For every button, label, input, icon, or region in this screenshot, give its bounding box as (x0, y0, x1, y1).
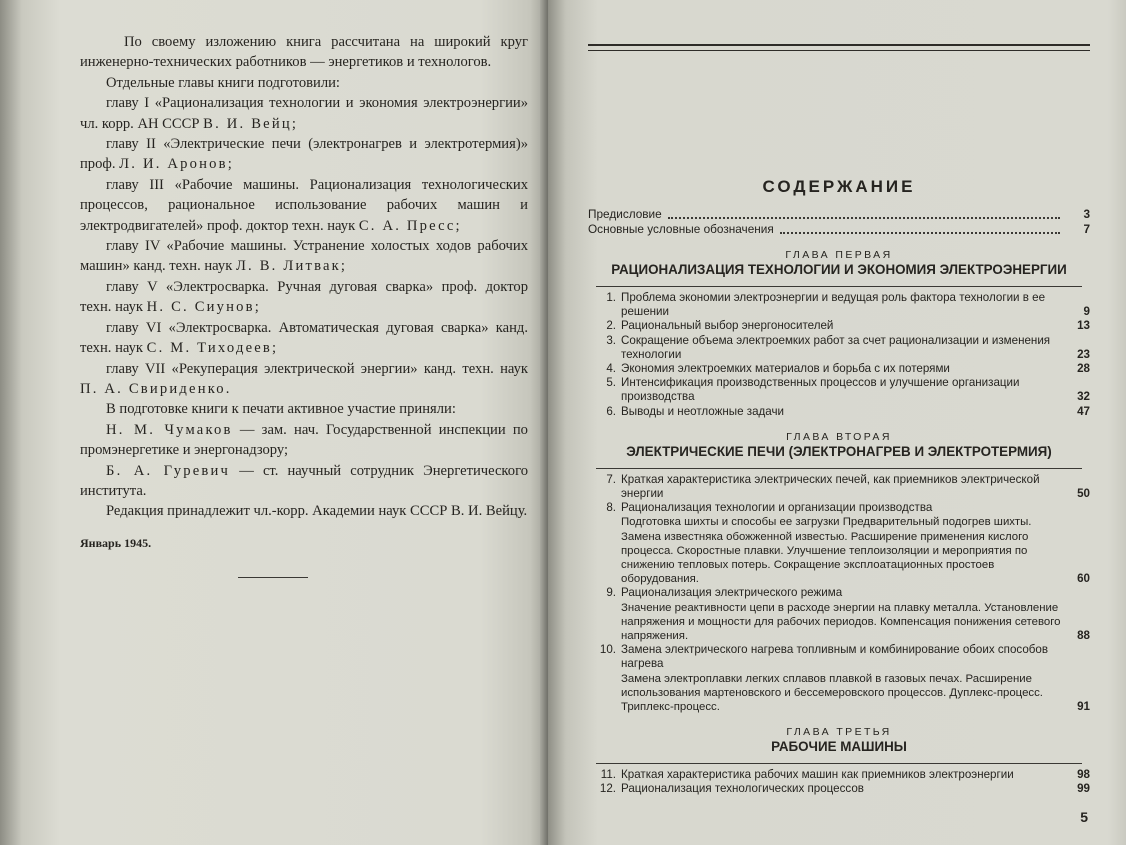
toc-item-body (621, 334, 1062, 362)
toc-item (588, 586, 1090, 643)
author-chapter-6: главу VI «Электросварка. Автоматическая дуговая сварка» канд. техн. наук С. М. Тиходеев; (80, 319, 528, 357)
toc-item-body (621, 291, 1062, 319)
chapter-3-rule (596, 763, 1082, 764)
author-chapter-3: главу III «Рабочие машины. Рационализация технологических процессов, рациональное использование рабочих машин и электродвигателей» проф. доктор техн. наук С. А. Пресс; (80, 176, 528, 234)
toc-item-page: 13 (1077, 319, 1090, 333)
toc-entry-text: Предисловие (588, 207, 662, 221)
toc-item-number: 11. (600, 768, 616, 782)
toc-item (588, 376, 1090, 404)
toc-item (588, 319, 1090, 333)
end-rule (238, 577, 308, 578)
toc-item-body (621, 376, 1062, 404)
author-chapter-4: главу IV «Рабочие машины. Устранение холостых ходов рабочих машин» канд. техн. наук Л. В. Литвак; (80, 238, 528, 275)
toc-item-number: 1. (606, 291, 616, 304)
chapter-3-list (588, 768, 1090, 796)
toc-item-number: 4. (606, 362, 616, 376)
toc-item-body (621, 473, 1062, 501)
chapter-1-label: ГЛАВА ПЕРВАЯ (785, 249, 893, 261)
toc-item-page: 50 (1077, 487, 1090, 501)
toc-item (588, 782, 1090, 796)
toc-item (588, 501, 1090, 586)
toc-item-page: 60 (1077, 572, 1090, 586)
toc-item-page: 47 (1077, 404, 1090, 418)
right-page (548, 0, 1126, 845)
toc-entry (588, 222, 1090, 237)
toc-item-page: 98 (1077, 768, 1090, 782)
toc-item-text: Краткая характеристика рабочих машин как приемников электроэнергии (621, 768, 1014, 782)
toc-item-number: 12. (599, 782, 616, 796)
toc-item-body (621, 586, 1062, 643)
toc-item-text: Рационализация технологии и организации производства (621, 501, 933, 515)
toc-item-number: 3. (606, 333, 616, 347)
chapter-3-label: ГЛАВА ТРЕТЬЯ (786, 726, 892, 739)
page-number: 5 (1080, 809, 1088, 825)
toc-item (588, 643, 1090, 714)
chapter-2-rule (596, 468, 1082, 469)
toc-item-number: 7. (606, 472, 616, 486)
toc-item-page: 88 (1077, 629, 1090, 643)
toc-item-subtopics: Значение реактивности цепи в расходе энергии на плавку металла. Установление напряжения и мощности для рабочих периодов. Компенсация понижения сетевого напряжения. (621, 601, 1061, 643)
toc-item-text: Интенсификация производственных процессов и улучшение организации производства (621, 376, 1020, 404)
toc-item-page: 91 (1077, 700, 1090, 714)
toc-entry-page: 3 (1083, 207, 1090, 221)
chapter-3-title: РАБОЧИЕ МАШИНЫ (771, 739, 907, 755)
toc-item-subtopics: Подготовка шихты и способы ее загрузки Предварительный подогрев шихты. Замена известняка обожженной известью. Расширение применения кислого процесса. Скоростные плавки. Улучшение теплоизоляции и мероприятия по снижению тепловых потерь. Сокращение эксплоатационных простоев оборудования. (621, 516, 1032, 586)
toc-title: СОДЕРЖАНИЕ (762, 177, 916, 196)
chapter-1-title: РАЦИОНАЛИЗАЦИЯ ТЕХНОЛОГИИ И ЭКОНОМИЯ ЭЛЕКТРОЭНЕРГИИ (611, 262, 1067, 277)
leader-dots (780, 232, 1060, 234)
toc-item-text: Рациональный выбор энергоносителей (621, 319, 834, 333)
front-matter-list (588, 207, 1090, 237)
author-chapter-1: главу I «Рационализация технологии и экономия электроэнергии» чл. корр. АН СССР В. И. Вейц; (80, 95, 528, 132)
toc-item-text: Проблема экономии электроэнергии и ведущая роль фактора технологии в ее решении (621, 291, 1046, 319)
chapter-1-list (588, 291, 1090, 419)
chapter-2-title: ЭЛЕКТРИЧЕСКИЕ ПЕЧИ (ЭЛЕКТРОНАГРЕВ И ЭЛЕКТРОТЕРМИЯ) (626, 443, 1052, 459)
toc-item-text: Сокращение объема электроемких работ за счет рационализации и изменения технологии (621, 333, 1051, 361)
toc-item-page: 23 (1077, 347, 1090, 361)
toc-item-body (621, 501, 1062, 586)
toc-entry-text: Основные условные обозначения (588, 222, 774, 236)
intro-paragraph: По своему изложению книга рассчитана на широкий круг инженерно-технических работников — энергетиков и технологов. (80, 34, 528, 71)
toc-item-text: Выводы и неотложные задачи (621, 404, 785, 418)
toc-item-text: Краткая характеристика электрических печей, как приемников электрической энергии (621, 472, 1040, 501)
toc-item-number: 6. (606, 404, 616, 418)
toc-item-body (621, 782, 1062, 796)
authors-heading: Отдельные главы книги подготовили: (106, 74, 340, 91)
toc-item (588, 405, 1090, 419)
date-line: Январь 1945. (80, 535, 152, 550)
chapter-1-rule (596, 286, 1082, 287)
toc-item-text: Рационализация электрического режима (621, 586, 843, 600)
toc-item-body (621, 768, 1062, 782)
toc-item-subtopics: Замена электроплавки легких сплавов плавкой в газовых печах. Расширение использования мартеновского и бессемеровского процессов. Дуплекс-процесс. Триплекс-процесс. (621, 672, 1043, 714)
author-chapter-2: главу II «Электрические печи (электронагрев и электротермия)» проф. Л. И. Аронов; (80, 136, 528, 173)
contributor-gurevich: Б. А. Гуревич — ст. научный сотрудник Энергетического института. (80, 462, 529, 499)
toc-item-text: Замена электрического нагрева топливным и комбинирование обоих способов нагрева (621, 643, 1049, 671)
toc-entry (588, 207, 1090, 222)
toc-item-page: 32 (1077, 390, 1090, 404)
author-chapter-7: главу VII «Рекуперация электрической энергии» канд. техн. наук П. А. Свириденко. (80, 360, 528, 397)
toc-item-number: 9. (606, 586, 616, 600)
toc-item-page: 99 (1077, 782, 1090, 796)
editor-note: Редакция принадлежит чл.-корр. Академии наук СССР В. И. Вейцу. (106, 503, 528, 520)
contributors-heading: В подготовке книги к печати активное участие приняли: (106, 401, 456, 418)
toc-item (588, 334, 1090, 362)
toc-item-number: 2. (606, 319, 616, 333)
toc-item-body (621, 643, 1062, 714)
chapter-2-list (588, 473, 1090, 714)
toc-entry-page: 7 (1083, 222, 1090, 236)
chapter-2-label: ГЛАВА ВТОРАЯ (786, 430, 892, 443)
toc-item (588, 473, 1090, 501)
toc-item (588, 362, 1090, 376)
toc-item-number: 5. (606, 376, 616, 390)
toc-item-number: 10. (599, 643, 616, 657)
contributor-chumakov: Н. М. Чумаков — зам. нач. Государственной инспекции по промэнергетике и энергонадзору; (80, 421, 528, 459)
toc-item-text: Рационализация технологических процессов (621, 782, 864, 796)
toc-item-number: 8. (606, 501, 616, 515)
author-chapter-5: главу V «Электросварка. Ручная дуговая сварка» проф. доктор техн. наук Н. С. Сиунов; (80, 278, 528, 316)
toc-item-body (621, 319, 1062, 333)
leader-dots (668, 217, 1060, 219)
toc-item (588, 291, 1090, 319)
toc-item-body (621, 405, 1062, 419)
toc-item-page: 9 (1083, 305, 1090, 319)
header-double-rule (588, 44, 1090, 51)
left-page (0, 0, 548, 845)
toc-item-page: 28 (1077, 362, 1090, 376)
toc-item-text: Экономия электроемких материалов и борьба с их потерями (621, 362, 950, 376)
toc-item (588, 768, 1090, 782)
toc-item-body (621, 362, 1062, 376)
